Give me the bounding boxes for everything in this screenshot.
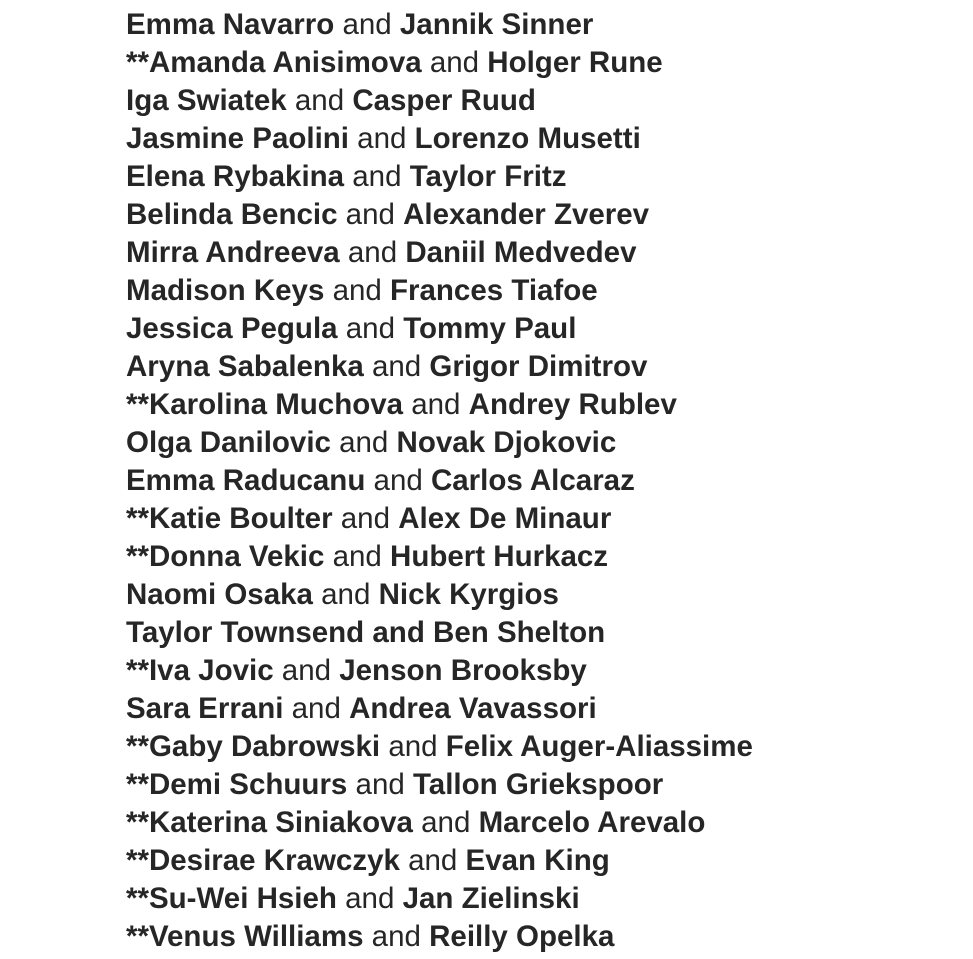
pair-row: [126, 652, 753, 690]
second-player: Tommy Paul: [403, 312, 577, 345]
pairs-list: [126, 6, 753, 956]
conjunction: and: [363, 920, 430, 953]
pair-row: [126, 348, 753, 386]
second-player: Casper Ruud: [352, 84, 536, 117]
marker: **: [126, 806, 149, 839]
first-player: Emma Navarro: [126, 8, 335, 41]
second-player: Hubert Hurkacz: [390, 540, 609, 573]
pair-row: [126, 614, 753, 652]
first-player: Karolina Muchova: [148, 388, 404, 421]
second-player: Lorenzo Musetti: [414, 122, 641, 155]
second-player: Daniil Medvedev: [405, 236, 637, 269]
conjunction: and: [365, 464, 431, 497]
pair-row: [126, 500, 753, 538]
marker: **: [126, 540, 149, 573]
first-player: Amanda Anisimova: [148, 46, 422, 79]
conjunction: and: [339, 236, 406, 269]
conjunction: and: [324, 540, 391, 573]
second-player: Marcelo Arevalo: [478, 806, 706, 839]
first-player: Jasmine Paolini: [126, 122, 349, 155]
first-player: Jessica Pegula: [126, 312, 338, 345]
conjunction: and: [330, 426, 397, 459]
pair-row: [126, 310, 753, 348]
conjunction: and: [337, 312, 404, 345]
second-player: Novak Djokovic: [396, 426, 617, 459]
second-player: Taylor Fritz: [409, 160, 567, 193]
conjunction: and: [363, 350, 430, 383]
conjunction: and: [336, 882, 403, 915]
first-player: Iva Jovic: [148, 654, 274, 687]
first-player: Desirae Krawczyk: [148, 844, 400, 877]
conjunction: and: [324, 274, 390, 307]
pair-row: [126, 120, 753, 158]
marker: **: [126, 882, 149, 915]
first-player: Taylor Townsend and Ben Shelton: [126, 616, 606, 649]
first-player: Donna Vekic: [148, 540, 325, 573]
conjunction: and: [334, 8, 400, 41]
first-player: Katerina Siniakova: [148, 806, 413, 839]
first-player: Elena Rybakina: [126, 160, 345, 193]
marker: **: [126, 502, 149, 535]
first-player: Olga Danilovic: [126, 426, 331, 459]
second-player: Jenson Brooksby: [339, 654, 587, 687]
marker: **: [126, 654, 149, 687]
second-player: Alexander Zverev: [403, 198, 650, 231]
conjunction: and: [421, 46, 488, 79]
conjunction: and: [348, 122, 415, 155]
marker: **: [126, 730, 149, 763]
pair-row: [126, 766, 753, 804]
pair-row: [126, 44, 753, 82]
first-player: Iga Swiatek: [126, 84, 287, 117]
conjunction: and: [332, 502, 399, 535]
pair-row: [126, 538, 753, 576]
marker: **: [126, 388, 149, 421]
second-player: Felix Auger-Aliassime: [445, 730, 753, 763]
second-player: Carlos Alcaraz: [430, 464, 635, 497]
pair-row: [126, 196, 753, 234]
pair-row: [126, 880, 753, 918]
second-player: Alex De Minaur: [398, 502, 612, 535]
first-player: Demi Schuurs: [148, 768, 348, 801]
pair-row: [126, 804, 753, 842]
conjunction: and: [380, 730, 446, 763]
second-player: Grigor Dimitrov: [429, 350, 648, 383]
pair-row: [126, 158, 753, 196]
second-player: Andrea Vavassori: [349, 692, 597, 725]
pair-row: [126, 82, 753, 120]
pair-row: [126, 386, 753, 424]
first-player: Belinda Bencic: [126, 198, 338, 231]
second-player: Holger Rune: [487, 46, 663, 79]
first-player: Su-Wei Hsieh: [148, 882, 337, 915]
first-player: Madison Keys: [126, 274, 325, 307]
marker: **: [126, 920, 149, 953]
second-player: Frances Tiafoe: [390, 274, 598, 307]
pair-row: [126, 576, 753, 614]
first-player: Aryna Sabalenka: [126, 350, 364, 383]
first-player: Katie Boulter: [148, 502, 333, 535]
pair-row: [126, 424, 753, 462]
second-player: Jannik Sinner: [399, 8, 594, 41]
conjunction: and: [337, 198, 404, 231]
conjunction: and: [347, 768, 413, 801]
pair-row: [126, 842, 753, 880]
conjunction: and: [312, 578, 379, 611]
marker: **: [126, 844, 149, 877]
pair-row: [126, 462, 753, 500]
first-player: Venus Williams: [148, 920, 364, 953]
first-player: Naomi Osaka: [126, 578, 313, 611]
second-player: Evan King: [465, 844, 610, 877]
second-player: Tallon Griekspoor: [412, 768, 664, 801]
second-player: Andrey Rublev: [468, 388, 677, 421]
pair-row: [126, 918, 753, 956]
marker: **: [126, 46, 149, 79]
pair-row: [126, 728, 753, 766]
first-player: Mirra Andreeva: [126, 236, 340, 269]
first-player: Emma Raducanu: [126, 464, 366, 497]
conjunction: and: [273, 654, 340, 687]
conjunction: and: [403, 388, 469, 421]
pair-row: [126, 272, 753, 310]
conjunction: and: [286, 84, 353, 117]
conjunction: and: [283, 692, 350, 725]
first-player: Gaby Dabrowski: [148, 730, 381, 763]
second-player: Reilly Opelka: [429, 920, 615, 953]
second-player: Jan Zielinski: [402, 882, 580, 915]
conjunction: and: [399, 844, 466, 877]
first-player: Sara Errani: [126, 692, 284, 725]
conjunction: and: [412, 806, 479, 839]
conjunction: and: [344, 160, 410, 193]
pair-row: [126, 234, 753, 272]
marker: **: [126, 768, 149, 801]
pair-row: [126, 690, 753, 728]
pair-row: [126, 6, 753, 44]
second-player: Nick Kyrgios: [378, 578, 559, 611]
